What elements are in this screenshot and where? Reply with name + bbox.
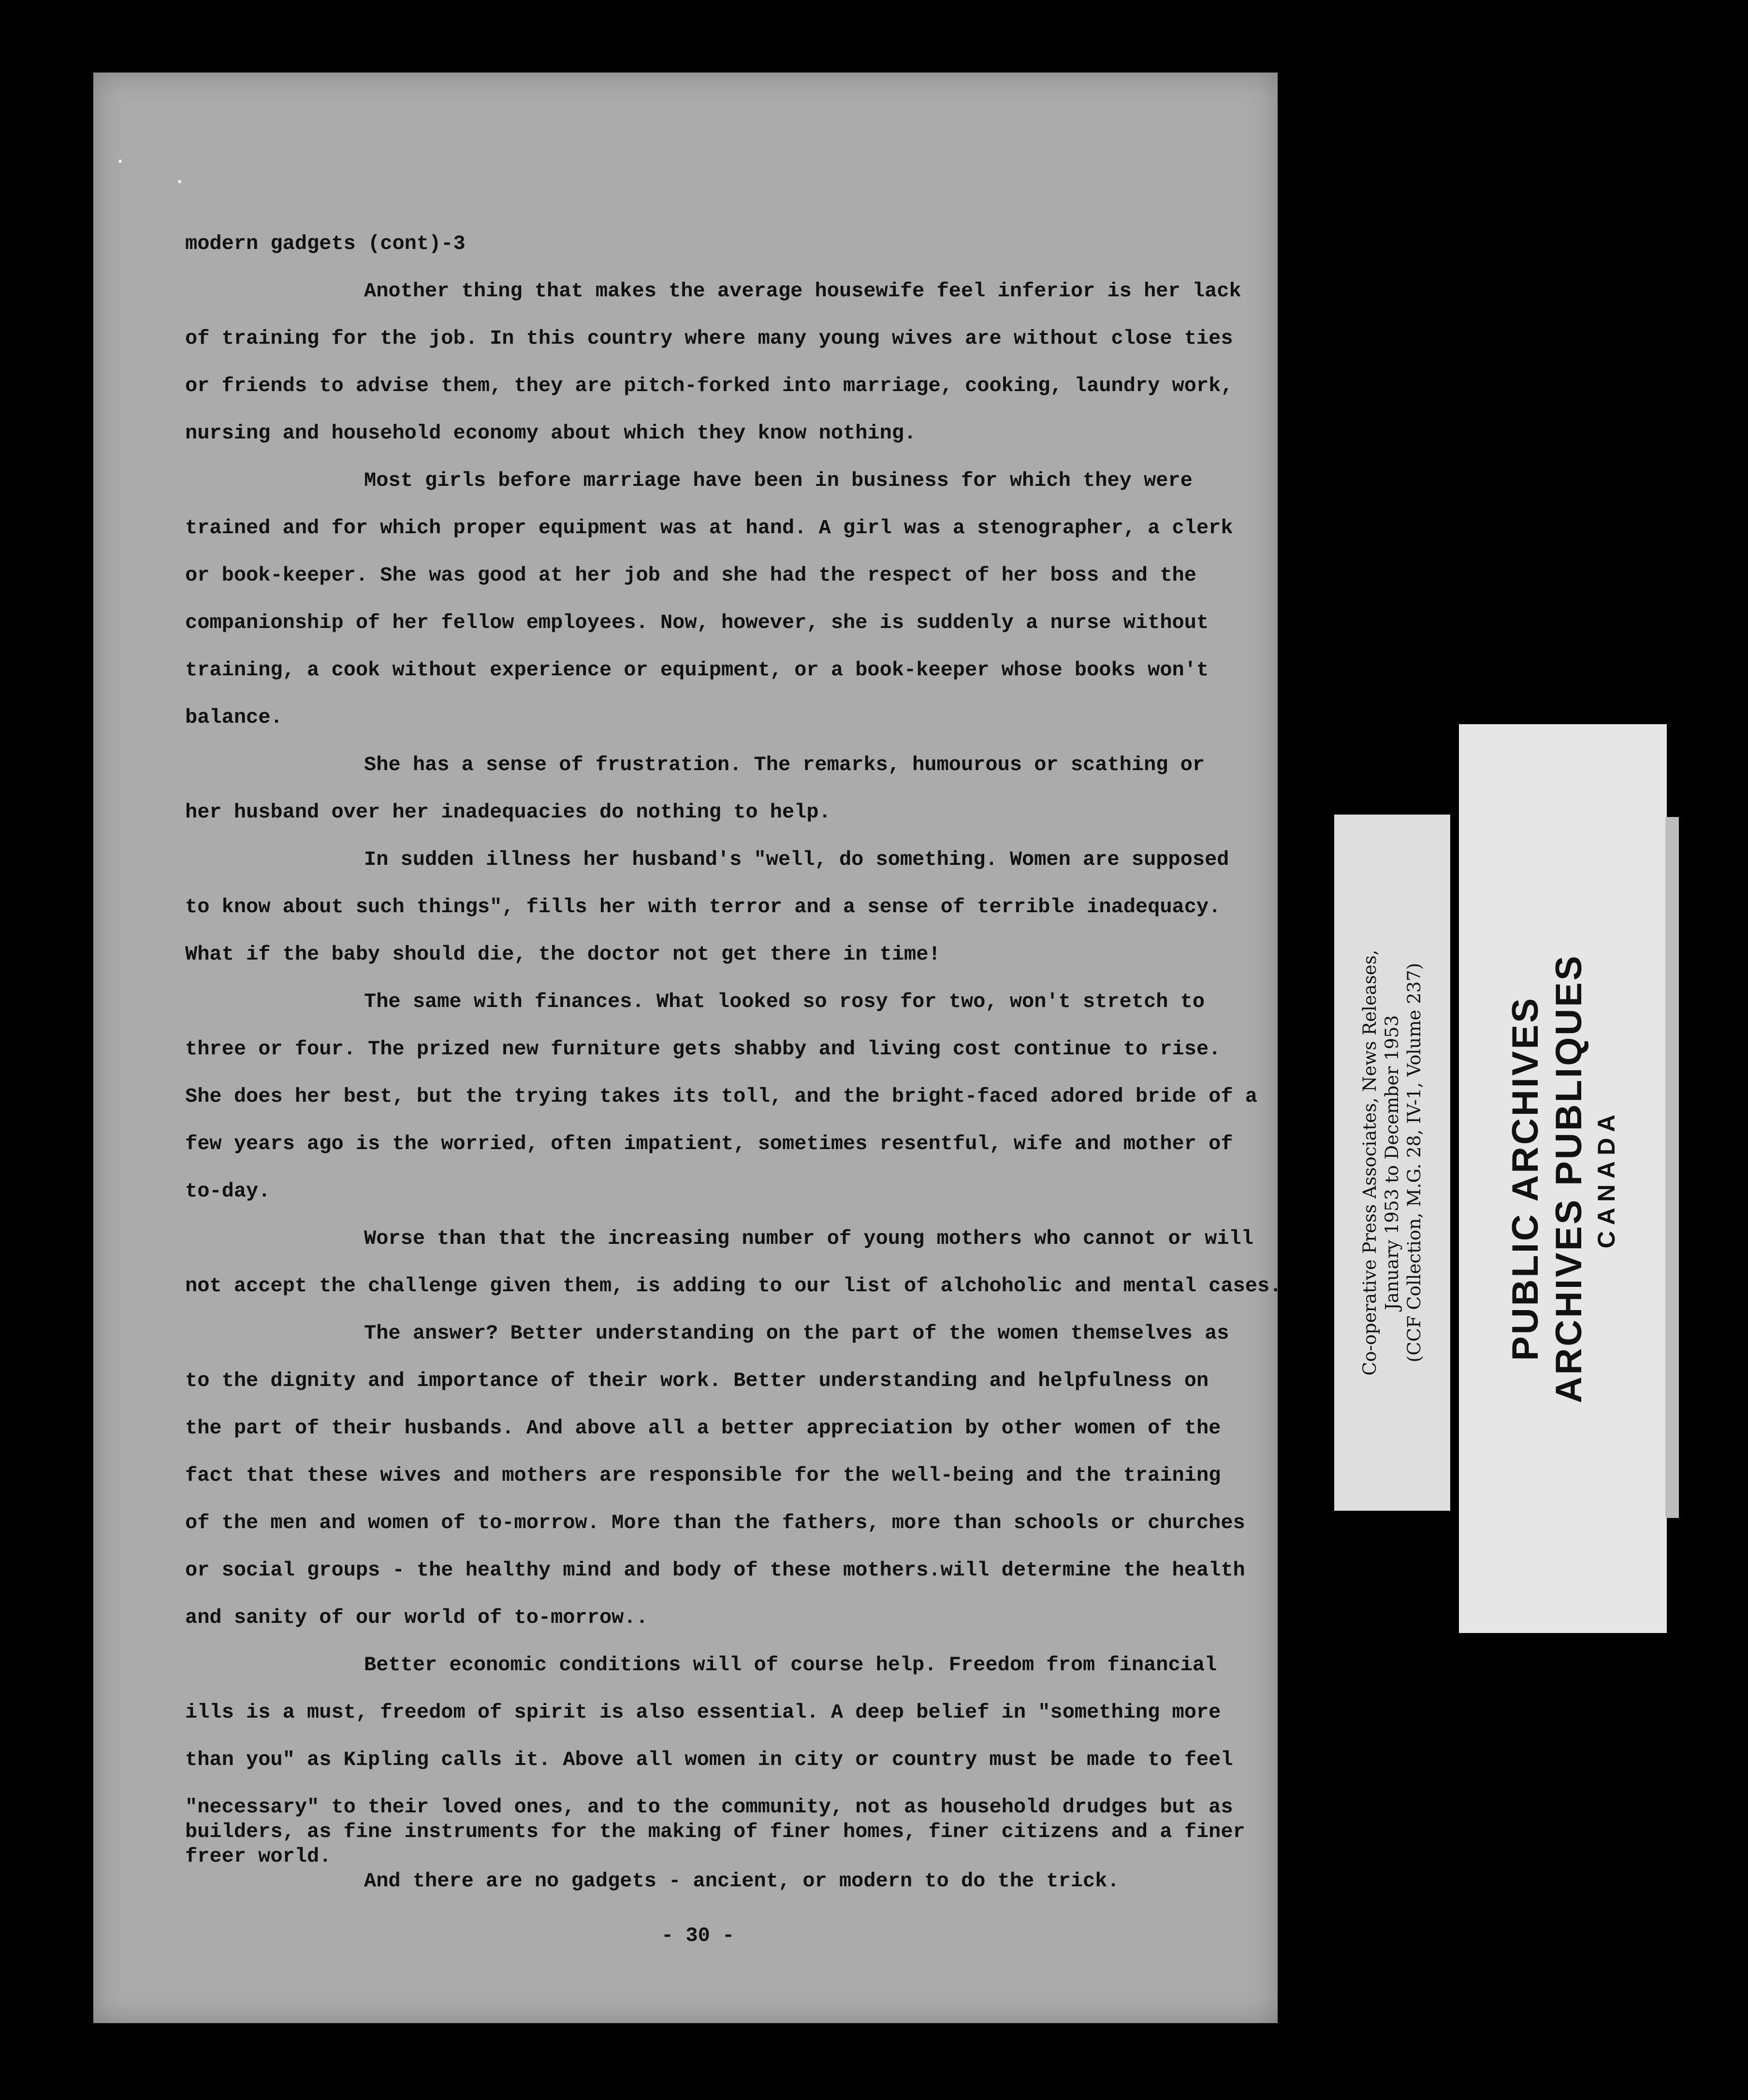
series-label-line: (CCF Collection, M.G. 28, IV-1, Volume 237) xyxy=(1404,962,1425,1363)
text-line: She has a sense of frustration. The remarks, humourous or scathing or xyxy=(364,753,1205,776)
archive-stamp-card-edge xyxy=(1665,817,1679,1518)
text-line: than you" as Kipling calls it. Above all women in city or country must be made to feel xyxy=(185,1748,1233,1771)
archive-stamp-text xyxy=(1504,954,1622,1403)
archive-stamp-line: PUBLIC ARCHIVES xyxy=(1505,996,1546,1361)
text-line: not accept the challenge given them, is adding to our list of alchoholic and mental cases. xyxy=(185,1274,1282,1298)
text-line: Better economic conditions will of course help. Freedom from financial xyxy=(364,1653,1217,1677)
text-line: Another thing that makes the average housewife feel inferior is her lack xyxy=(364,279,1241,303)
text-line: freer world. xyxy=(185,1845,332,1868)
text-line: to the dignity and importance of their work. Better understanding and helpfulness on xyxy=(185,1369,1209,1392)
dust-speck xyxy=(178,180,181,183)
text-line: or social groups - the healthy mind and body of these mothers.will determine the health xyxy=(185,1559,1245,1582)
archive-stamp-card xyxy=(1459,724,1667,1633)
series-label-line: January 1953 to December 1953 xyxy=(1382,1015,1402,1311)
text-line: The answer? Better understanding on the part of the women themselves as xyxy=(364,1322,1229,1345)
text-line: few years ago is the worried, often impatient, sometimes resentful, wife and mother of xyxy=(185,1132,1233,1155)
text-line: her husband over her inadequacies do nothing to help. xyxy=(185,801,831,824)
text-line: The same with finances. What looked so rosy for two, won't stretch to xyxy=(364,990,1205,1013)
text-line: balance. xyxy=(185,706,283,729)
text-line: of training for the job. In this country where many young wives are without close ties xyxy=(185,327,1233,350)
dust-speck xyxy=(118,160,122,163)
text-line: to-day. xyxy=(185,1180,271,1203)
text-line: the part of their husbands. And above all a better appreciation by other women of the xyxy=(185,1416,1221,1440)
text-line: Most girls before marriage have been in business for which they were xyxy=(364,469,1193,492)
series-label-card xyxy=(1334,815,1450,1511)
text-line: of the men and women of to-morrow. More than the fathers, more than schools or churches xyxy=(185,1511,1245,1534)
document-heading: modern gadgets (cont)-3 xyxy=(185,232,466,255)
text-line: In sudden illness her husband's "well, do something. Women are supposed xyxy=(364,848,1229,871)
text-line: companionship of her fellow employees. Now, however, she is suddenly a nurse without xyxy=(185,611,1209,634)
series-label-text xyxy=(1359,950,1426,1376)
document-page xyxy=(93,73,1282,2023)
text-line: nursing and household economy about which they know nothing. xyxy=(185,422,917,445)
text-line: Worse than that the increasing number of young mothers who cannot or will xyxy=(364,1227,1253,1250)
archive-stamp-country: CANADA xyxy=(1593,1108,1620,1249)
text-line: What if the baby should die, the doctor not get there in time! xyxy=(185,943,941,966)
page-number: - 30 - xyxy=(661,1924,735,1947)
text-line: or friends to advise them, they are pitch-forked into marriage, cooking, laundry work, xyxy=(185,374,1233,397)
text-line: fact that these wives and mothers are responsible for the well-being and the training xyxy=(185,1464,1221,1487)
text-line: ills is a must, freedom of spirit is also essential. A deep belief in "something more xyxy=(185,1701,1221,1724)
text-line: She does her best, but the trying takes its toll, and the bright-faced adored bride of a xyxy=(185,1085,1257,1108)
text-line: or book-keeper. She was good at her job and she had the respect of her boss and the xyxy=(185,564,1196,587)
text-line: three or four. The prized new furniture gets shabby and living cost continue to rise. xyxy=(185,1037,1221,1061)
text-line: And there are no gadgets - ancient, or modern to do the trick. xyxy=(364,1869,1120,1893)
text-line: training, a cook without experience or equipment, or a book-keeper whose books won't xyxy=(185,658,1209,682)
archive-stamp-line: ARCHIVES PUBLIQUES xyxy=(1548,954,1589,1403)
text-line: trained and for which proper equipment was at hand. A girl was a stenographer, a clerk xyxy=(185,516,1233,540)
series-label-line: Co-operative Press Associates, News Releases, xyxy=(1359,949,1380,1376)
text-line: and sanity of our world of to-morrow.. xyxy=(185,1606,648,1629)
text-line: builders, as fine instruments for the making of finer homes, finer citizens and a finer xyxy=(185,1820,1245,1843)
text-line: "necessary" to their loved ones, and to the community, not as household drudges but as xyxy=(185,1795,1233,1819)
text-line: to know about such things", fills her with terror and a sense of terrible inadequacy. xyxy=(185,895,1221,919)
